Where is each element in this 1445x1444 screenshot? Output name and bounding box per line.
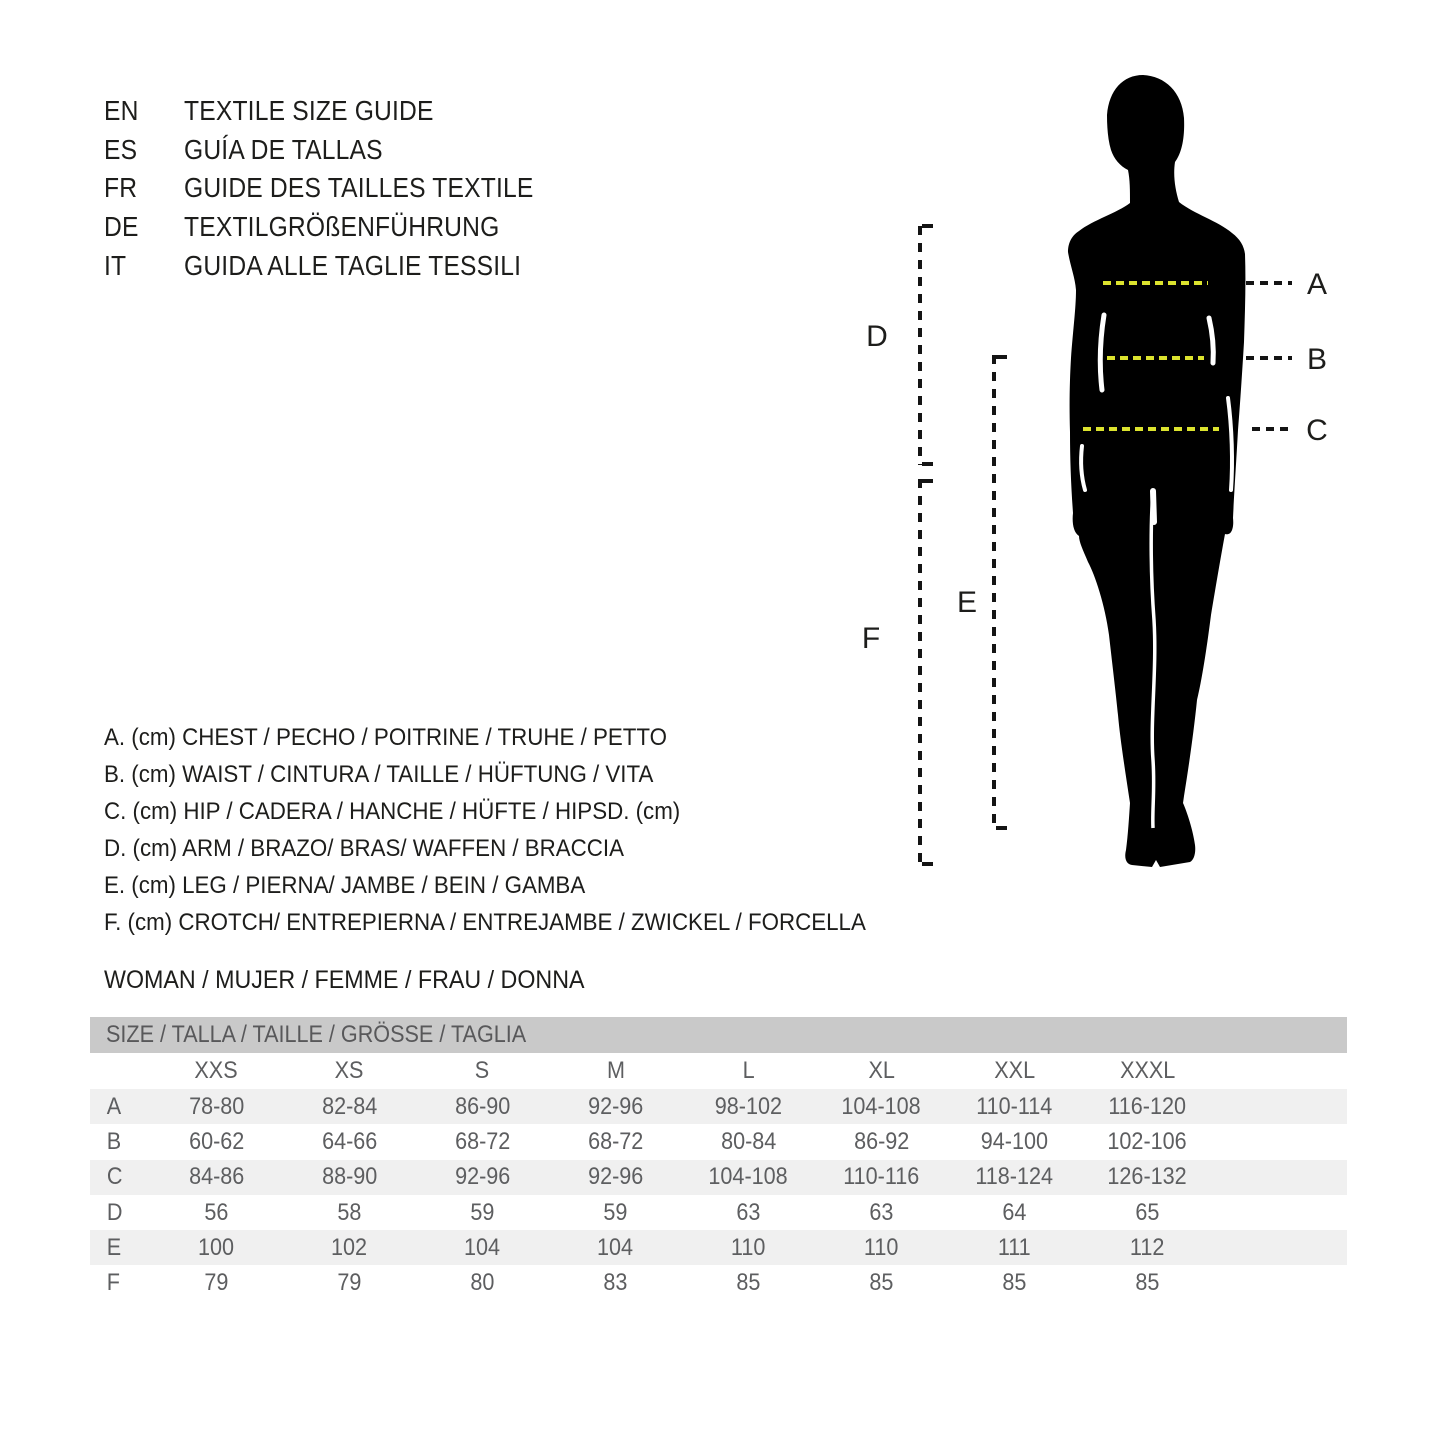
table-cell: XXL bbox=[994, 1057, 1035, 1084]
table-cell: 110-114 bbox=[976, 1092, 1053, 1120]
table-row-B bbox=[90, 1124, 1347, 1159]
table-cell: 110-116 bbox=[843, 1163, 920, 1191]
table-cell: 92-96 bbox=[454, 1163, 511, 1191]
table-cell: 111 bbox=[998, 1233, 1031, 1261]
table-row-A bbox=[90, 1089, 1347, 1124]
table-cell: 104-108 bbox=[708, 1163, 789, 1191]
table-cell: 65 bbox=[1135, 1198, 1160, 1226]
table-row-C bbox=[90, 1160, 1347, 1195]
language-code: FR bbox=[104, 172, 138, 204]
label-waist-B: B bbox=[1306, 343, 1327, 376]
table-row-D bbox=[90, 1195, 1347, 1230]
row-label: C bbox=[106, 1163, 123, 1191]
label-leg-E: E bbox=[956, 586, 977, 619]
chest-line-yellow bbox=[1103, 281, 1208, 285]
title-row bbox=[104, 246, 581, 285]
table-cell: 79 bbox=[337, 1269, 362, 1297]
table-cell: 60-62 bbox=[188, 1127, 245, 1155]
table-cell: 126-132 bbox=[1107, 1163, 1188, 1191]
table-cell: 86-90 bbox=[454, 1092, 511, 1120]
table-cell: 110 bbox=[864, 1233, 899, 1261]
size-table-header-bar bbox=[90, 1017, 1347, 1053]
woman-body-silhouette bbox=[1020, 70, 1320, 880]
arm-line-bottom-tick bbox=[922, 462, 933, 466]
table-cell bbox=[1214, 1265, 1347, 1300]
silhouette-path bbox=[1068, 75, 1245, 867]
table-cell: 58 bbox=[337, 1198, 362, 1226]
table-cell: 92-96 bbox=[587, 1092, 644, 1120]
hip-line-yellow bbox=[1083, 427, 1219, 431]
measurement-description: E. (cm) LEG / PIERNA/ JAMBE / BEIN / GAMBA bbox=[104, 871, 586, 899]
crotch-line-top-tick bbox=[922, 479, 933, 483]
measurement-descriptions bbox=[104, 719, 923, 942]
table-cell: 63 bbox=[869, 1198, 894, 1226]
table-cell: 78-80 bbox=[188, 1092, 245, 1120]
table-cell: 79 bbox=[204, 1269, 229, 1297]
size-table bbox=[90, 1017, 1347, 1301]
label-arm-D: D bbox=[866, 320, 888, 353]
table-cell: 102 bbox=[331, 1233, 368, 1261]
table-cell: 100 bbox=[198, 1233, 235, 1261]
table-cell: 83 bbox=[603, 1269, 628, 1297]
row-label: E bbox=[106, 1233, 122, 1261]
table-cell: 86-92 bbox=[853, 1127, 910, 1155]
table-cell: 116-120 bbox=[1108, 1092, 1187, 1120]
table-cell: 80-84 bbox=[720, 1127, 777, 1155]
title-row bbox=[104, 208, 581, 247]
arm-line-top-tick bbox=[922, 224, 933, 228]
title-text: GUIDA ALLE TAGLIE TESSILI bbox=[184, 249, 522, 281]
size-table-header-text: SIZE / TALLA / TAILLE / GRÖSSE / TAGLIA bbox=[106, 1021, 527, 1048]
table-cell: S bbox=[475, 1057, 490, 1084]
table-cell: 102-106 bbox=[1107, 1127, 1188, 1155]
table-cell: XXS bbox=[194, 1057, 239, 1084]
table-cell: 80 bbox=[470, 1269, 495, 1297]
size-columns-row bbox=[90, 1053, 1347, 1089]
table-cell: XL bbox=[868, 1057, 895, 1084]
table-cell: 118-124 bbox=[975, 1163, 1054, 1191]
row-label: A bbox=[106, 1092, 122, 1120]
leg-measure-line bbox=[992, 355, 996, 830]
measurement-description: B. (cm) WAIST / CINTURA / TAILLE / HÜFTUNG / VITA bbox=[104, 760, 654, 788]
language-code: ES bbox=[104, 133, 138, 165]
title-block bbox=[104, 92, 581, 285]
row-label bbox=[90, 1053, 150, 1089]
title-text: TEXTILE SIZE GUIDE bbox=[184, 95, 434, 127]
table-cell: 98-102 bbox=[714, 1092, 783, 1120]
table-cell: XS bbox=[335, 1057, 364, 1084]
label-crotch-F: F bbox=[861, 622, 881, 655]
table-cell bbox=[1214, 1089, 1347, 1124]
table-cell: 68-72 bbox=[587, 1127, 644, 1155]
table-cell: 85 bbox=[1002, 1269, 1027, 1297]
leg-line-bottom-tick bbox=[996, 826, 1007, 830]
measurement-description: A. (cm) CHEST / PECHO / POITRINE / TRUHE / PETTO bbox=[104, 723, 668, 751]
table-cell bbox=[1214, 1195, 1347, 1230]
title-row bbox=[104, 92, 581, 131]
leg-gap-top bbox=[1153, 491, 1154, 522]
title-row bbox=[104, 169, 581, 208]
title-row bbox=[104, 131, 581, 170]
leg-line-top-tick bbox=[996, 355, 1007, 359]
row-label: F bbox=[106, 1269, 120, 1297]
table-cell: 85 bbox=[1135, 1269, 1160, 1297]
arm-measure-line bbox=[918, 226, 922, 465]
table-cell: 59 bbox=[470, 1198, 495, 1226]
table-cell: 92-96 bbox=[587, 1163, 644, 1191]
table-cell: 68-72 bbox=[454, 1127, 511, 1155]
title-text: GUIDE DES TAILLES TEXTILE bbox=[184, 172, 534, 204]
language-code: IT bbox=[104, 249, 127, 281]
table-cell: XXXL bbox=[1119, 1057, 1176, 1084]
audience-text: WOMAN / MUJER / FEMME / FRAU / DONNA bbox=[104, 966, 585, 994]
table-cell: 56 bbox=[204, 1198, 229, 1226]
table-cell: 85 bbox=[869, 1269, 894, 1297]
table-cell: M bbox=[606, 1057, 625, 1084]
table-cell: 84-86 bbox=[188, 1163, 245, 1191]
table-cell: 64 bbox=[1002, 1198, 1027, 1226]
measurement-description: D. (cm) ARM / BRAZO/ BRAS/ WAFFEN / BRACCIA bbox=[104, 834, 625, 862]
label-chest-A: A bbox=[1306, 268, 1327, 301]
size-table-body bbox=[90, 1053, 1347, 1301]
language-code: DE bbox=[104, 211, 139, 243]
table-cell: 94-100 bbox=[980, 1127, 1049, 1155]
audience-line bbox=[104, 966, 621, 995]
waist-line-yellow bbox=[1107, 356, 1204, 360]
crotch-line-bottom-tick bbox=[922, 862, 933, 866]
table-cell: 85 bbox=[736, 1269, 761, 1297]
table-cell bbox=[1214, 1160, 1347, 1195]
table-cell bbox=[1214, 1124, 1347, 1159]
measurement-description: C. (cm) HIP / CADERA / HANCHE / HÜFTE / HIPSD. (cm) bbox=[104, 797, 681, 825]
title-text: GUÍA DE TALLAS bbox=[184, 133, 383, 165]
label-hip-C: C bbox=[1306, 414, 1328, 447]
table-cell: L bbox=[742, 1057, 755, 1084]
table-cell: 59 bbox=[603, 1198, 628, 1226]
table-cell bbox=[1214, 1230, 1347, 1265]
table-cell: 110 bbox=[731, 1233, 766, 1261]
language-code: EN bbox=[104, 95, 139, 127]
row-label: D bbox=[106, 1198, 123, 1226]
table-cell: 82-84 bbox=[321, 1092, 378, 1120]
row-label: B bbox=[106, 1127, 122, 1155]
table-cell: 88-90 bbox=[321, 1163, 378, 1191]
table-cell: 112 bbox=[1130, 1233, 1165, 1261]
table-cell: 104 bbox=[597, 1233, 634, 1261]
title-text: TEXTILGRÖßENFÜHRUNG bbox=[184, 211, 500, 243]
measurement-description: F. (cm) CROTCH/ ENTREPIERNA / ENTREJAMBE / ZWICKEL / FORCELLA bbox=[104, 909, 866, 937]
table-cell: 104-108 bbox=[841, 1092, 922, 1120]
table-cell: 104 bbox=[464, 1233, 501, 1261]
table-row-F bbox=[90, 1265, 1347, 1300]
table-row-E bbox=[90, 1230, 1347, 1265]
table-cell: 64-66 bbox=[321, 1127, 378, 1155]
table-cell bbox=[1214, 1053, 1347, 1089]
table-cell: 63 bbox=[736, 1198, 761, 1226]
